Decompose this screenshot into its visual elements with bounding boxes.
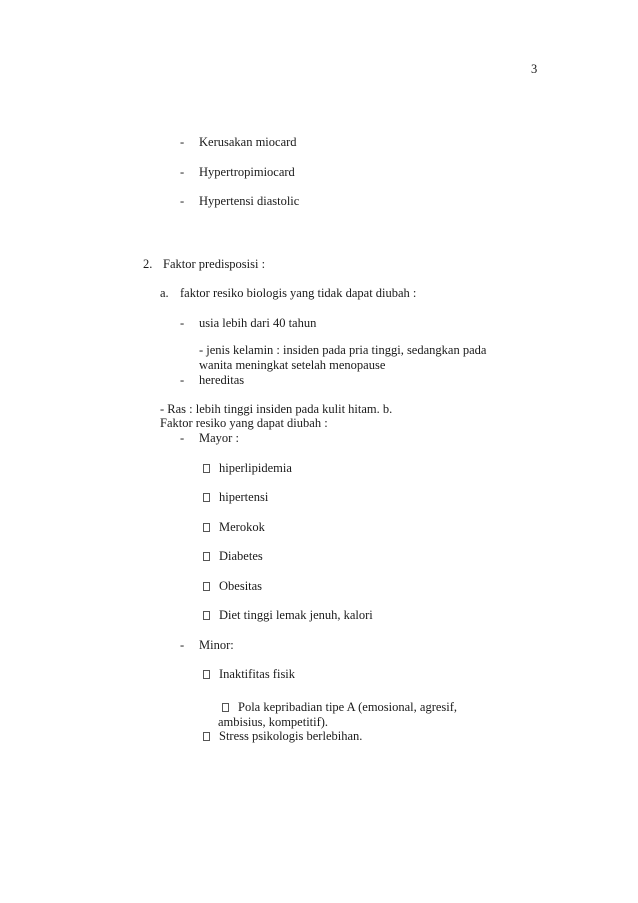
dash-marker: - <box>180 165 185 179</box>
dash-marker: - <box>180 431 185 445</box>
list-item: - jenis kelamin : insiden pada pria tinggi, sedangkan pada <box>199 343 487 357</box>
list-item: hereditas <box>199 373 245 387</box>
list-item-continuation: ambisius, kompetitif). <box>218 715 329 729</box>
checkbox-bullet-icon <box>203 552 210 561</box>
list-item: Kerusakan miocard <box>199 135 297 149</box>
checkbox-bullet-icon <box>203 493 210 502</box>
subsection-marker: a. <box>160 286 169 300</box>
list-item: Obesitas <box>219 579 263 593</box>
checkbox-bullet-icon <box>203 732 210 741</box>
page-number: 3 <box>531 62 538 76</box>
section-heading: Faktor predisposisi : <box>163 257 266 271</box>
checkbox-bullet-icon <box>203 670 210 679</box>
list-item: Merokok <box>219 520 265 534</box>
dash-marker: - <box>180 638 185 652</box>
dash-marker: - <box>180 194 185 208</box>
list-item: Pola kepribadian tipe A (emosional, agresif, <box>238 700 458 714</box>
list-item-continuation: wanita meningkat setelah menopause <box>199 358 386 372</box>
list-item: Stress psikologis berlebihan. <box>219 729 363 743</box>
list-item: usia lebih dari 40 tahun <box>199 316 317 330</box>
dash-marker: - <box>180 316 185 330</box>
dash-marker: - <box>180 373 185 387</box>
checkbox-bullet-icon <box>203 523 210 532</box>
mayor-label: Mayor : <box>199 431 239 445</box>
list-item: Diet tinggi lemak jenuh, kalori <box>219 608 373 622</box>
section-number: 2. <box>143 257 153 271</box>
list-item: Inaktifitas fisik <box>219 667 296 681</box>
list-item: Diabetes <box>219 549 263 563</box>
list-item: Hypertensi diastolic <box>199 194 300 208</box>
checkbox-bullet-icon <box>203 464 210 473</box>
list-item: hipertensi <box>219 490 269 504</box>
subsection-b-heading: Faktor resiko yang dapat diubah : <box>160 416 328 430</box>
ras-line: - Ras : lebih tinggi insiden pada kulit hitam. b. <box>160 402 393 416</box>
dash-marker: - <box>180 135 185 149</box>
checkbox-bullet-icon <box>203 611 210 620</box>
list-item: Hypertropimiocard <box>199 165 295 179</box>
checkbox-bullet-icon <box>222 703 229 712</box>
subsection-text: faktor resiko biologis yang tidak dapat diubah : <box>180 286 417 300</box>
checkbox-bullet-icon <box>203 582 210 591</box>
list-item: hiperlipidemia <box>219 461 292 475</box>
minor-label: Minor: <box>199 638 234 652</box>
